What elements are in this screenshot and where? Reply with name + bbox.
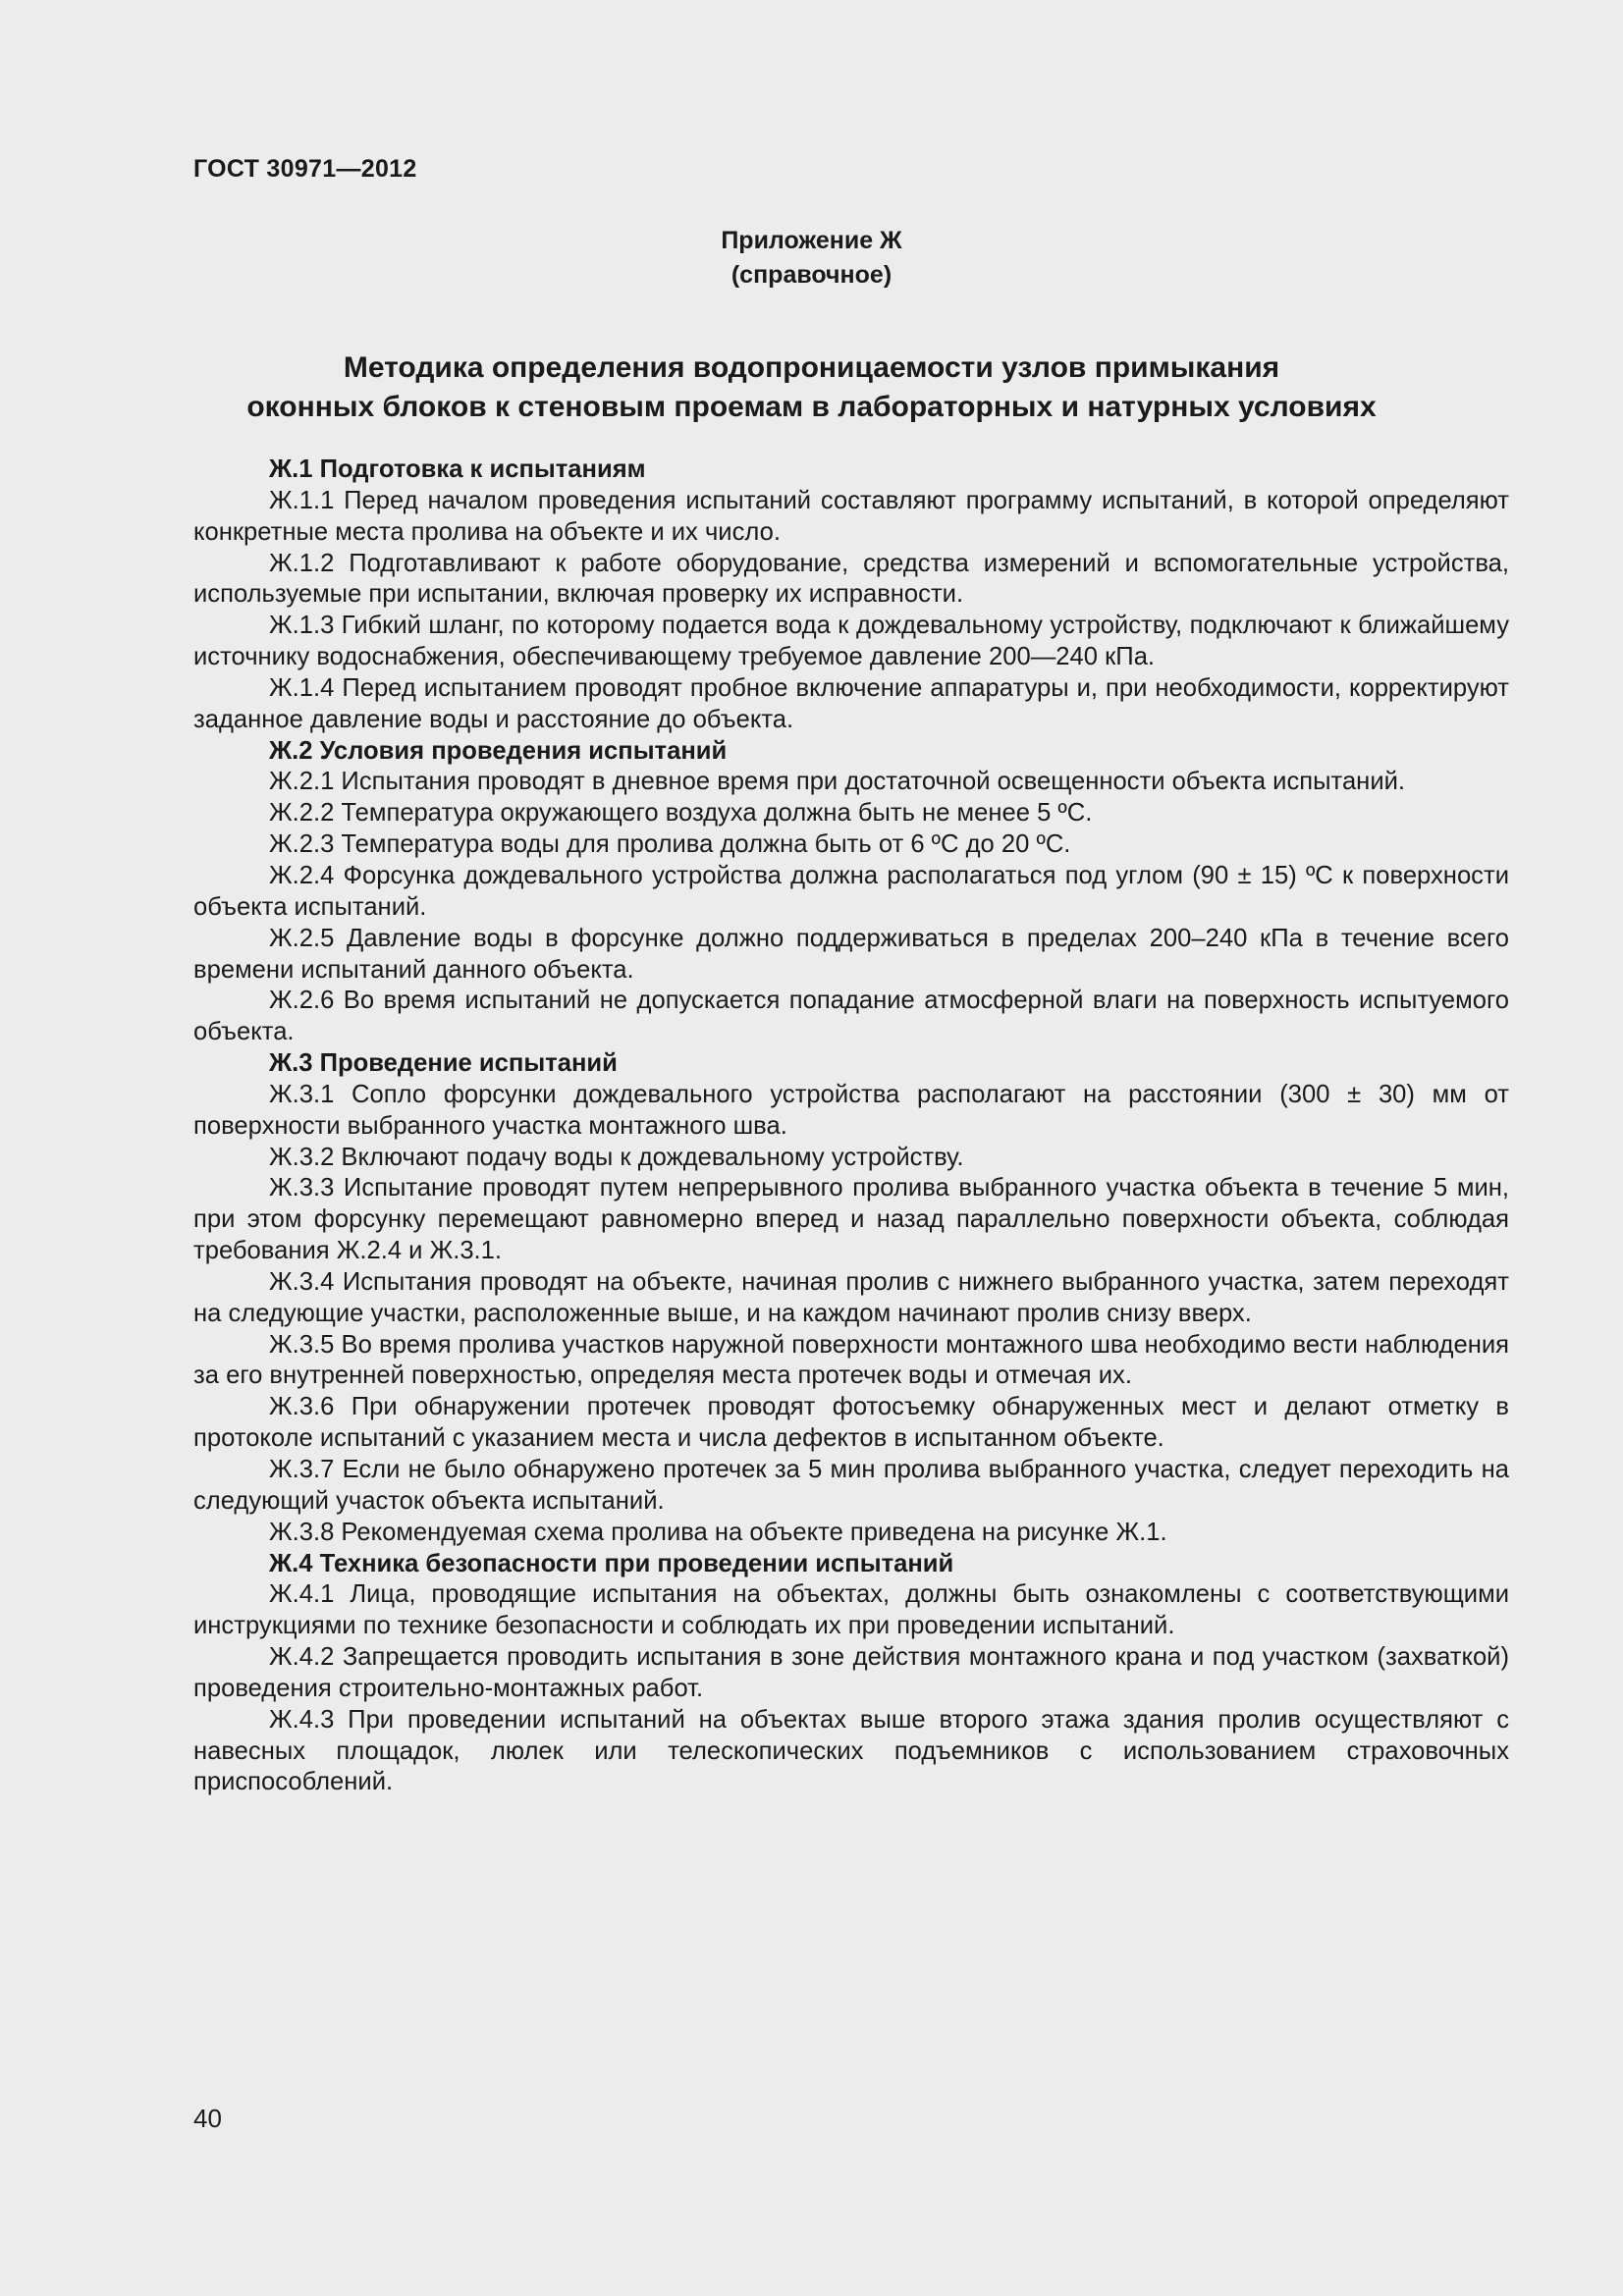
paragraph: Ж.3.7 Если не было обнаружено протечек за 5 мин пролива выбранного участка, следует переходить на следующий участок объекта испытаний. (193, 1456, 1509, 1515)
paragraph: Ж.1.2 Подготавливают к работе оборудование, средства измерений и вспомогательные устройства, используемые при испытании, включая проверку их исправности. (193, 549, 1509, 609)
paragraph: Ж.3.4 Испытания проводят на объекте, начиная пролив с нижнего выбранного участка, затем переходят на следующие участки, расположенные выше, и на каждом начинают пролив снизу вверх. (193, 1267, 1509, 1327)
standard-header: ГОСТ 30971—2012 (193, 155, 417, 183)
page-title (0, 348, 1623, 427)
paragraph: Ж.2.4 Форсунка дождевального устройства должна располагаться под углом (90 ± 15) ºС к поверхности объекта испытаний. (193, 861, 1509, 921)
section-heading: Ж.1 Подготовка к испытаниям (269, 455, 646, 483)
paragraph: Ж.2.2 Температура окружающего воздуха должна быть не менее 5 ºС. (269, 799, 1093, 828)
section-heading: Ж.3 Проведение испытаний (269, 1049, 618, 1078)
paragraph: Ж.1.3 Гибкий шланг, по которому подается вода к дождевальному устройству, подключают к ближайшему источнику водоснабжения, обеспечивающему требуемое давление 200—240 кПа. (193, 612, 1509, 671)
title-line-2: оконных блоков к стеновым проемам в лабораторных и натурных условиях (246, 391, 1377, 423)
paragraph: Ж.3.1 Сопло форсунки дождевального устройства располагают на расстоянии (300 ± 30) мм от поверхности выбранного участка монтажного шва. (193, 1080, 1509, 1140)
paragraph: Ж.4.2 Запрещается проводить испытания в зоне действия монтажного крана и под участком (захваткой) проведения строительно-монтажных работ. (193, 1643, 1509, 1702)
appendix-label (0, 224, 1623, 293)
paragraph: Ж.4.1 Лица, проводящие испытания на объектах, должны быть ознакомлены с соответствующими инструкциями по технике безопасности и соблюдать их при проведении испытаний. (193, 1580, 1509, 1640)
paragraph: Ж.2.1 Испытания проводят в дневное время при достаточной освещенности объекта испытаний. (269, 768, 1406, 796)
page-number: 40 (193, 2104, 222, 2133)
paragraph: Ж.4.3 При проведении испытаний на объектах выше второго этажа здания пролив осуществляют с навесных площадок, люлек или телескопических подъемников с использованием страховочных приспособлений. (193, 1705, 1509, 1796)
paragraph: Ж.1.1 Перед началом проведения испытаний составляют программу испытаний, в которой определяют конкретные места пролива на объекте и их число. (193, 486, 1509, 546)
paragraph: Ж.3.2 Включают подачу воды к дождевальному устройству. (269, 1143, 964, 1171)
appendix-title: Приложение Ж (721, 227, 902, 254)
section-heading: Ж.4 Техника безопасности при проведении испытаний (269, 1549, 954, 1577)
paragraph: Ж.2.5 Давление воды в форсунке должно поддерживаться в пределах 200–240 кПа в течение всего времени испытаний данного объекта. (193, 924, 1509, 984)
section-heading: Ж.2 Условия проведения испытаний (269, 736, 728, 765)
appendix-type: (справочное) (730, 261, 893, 289)
paragraph: Ж.2.6 Во время испытаний не допускается попадание атмосферной влаги на поверхность испытуемого объекта. (193, 987, 1509, 1046)
paragraph: Ж.3.8 Рекомендуемая схема пролива на объекте приведена на рисунке Ж.1. (269, 1518, 1167, 1546)
title-line-1: Методика определения водопроницаемости узлов примыкания (343, 351, 1280, 384)
paragraph: Ж.2.3 Температура воды для пролива должна быть от 6 ºС до 20 ºС. (269, 830, 1071, 859)
paragraph: Ж.1.4 Перед испытанием проводят пробное включение аппаратуры и, при необходимости, корректируют заданное давление воды и расстояние до объекта. (193, 673, 1509, 733)
document-body (193, 454, 1509, 1798)
paragraph: Ж.3.3 Испытание проводят путем непрерывного пролива выбранного участка объекта в течение 5 мин, при этом форсунку перемещают равномерно вперед и назад параллельно поверхности объекта, соблюдая требования Ж.2.4 и Ж.3.1. (193, 1174, 1509, 1265)
paragraph: Ж.3.6 При обнаружении протечек проводят фотосъемку обнаруженных мест и делают отметку в протоколе испытаний с указанием места и числа дефектов в испытанном объекте. (193, 1393, 1509, 1453)
paragraph: Ж.3.5 Во время пролива участков наружной поверхности монтажного шва необходимо вести наблюдения за его внутренней поверхностью, определяя места протечек воды и отмечая их. (193, 1330, 1509, 1390)
